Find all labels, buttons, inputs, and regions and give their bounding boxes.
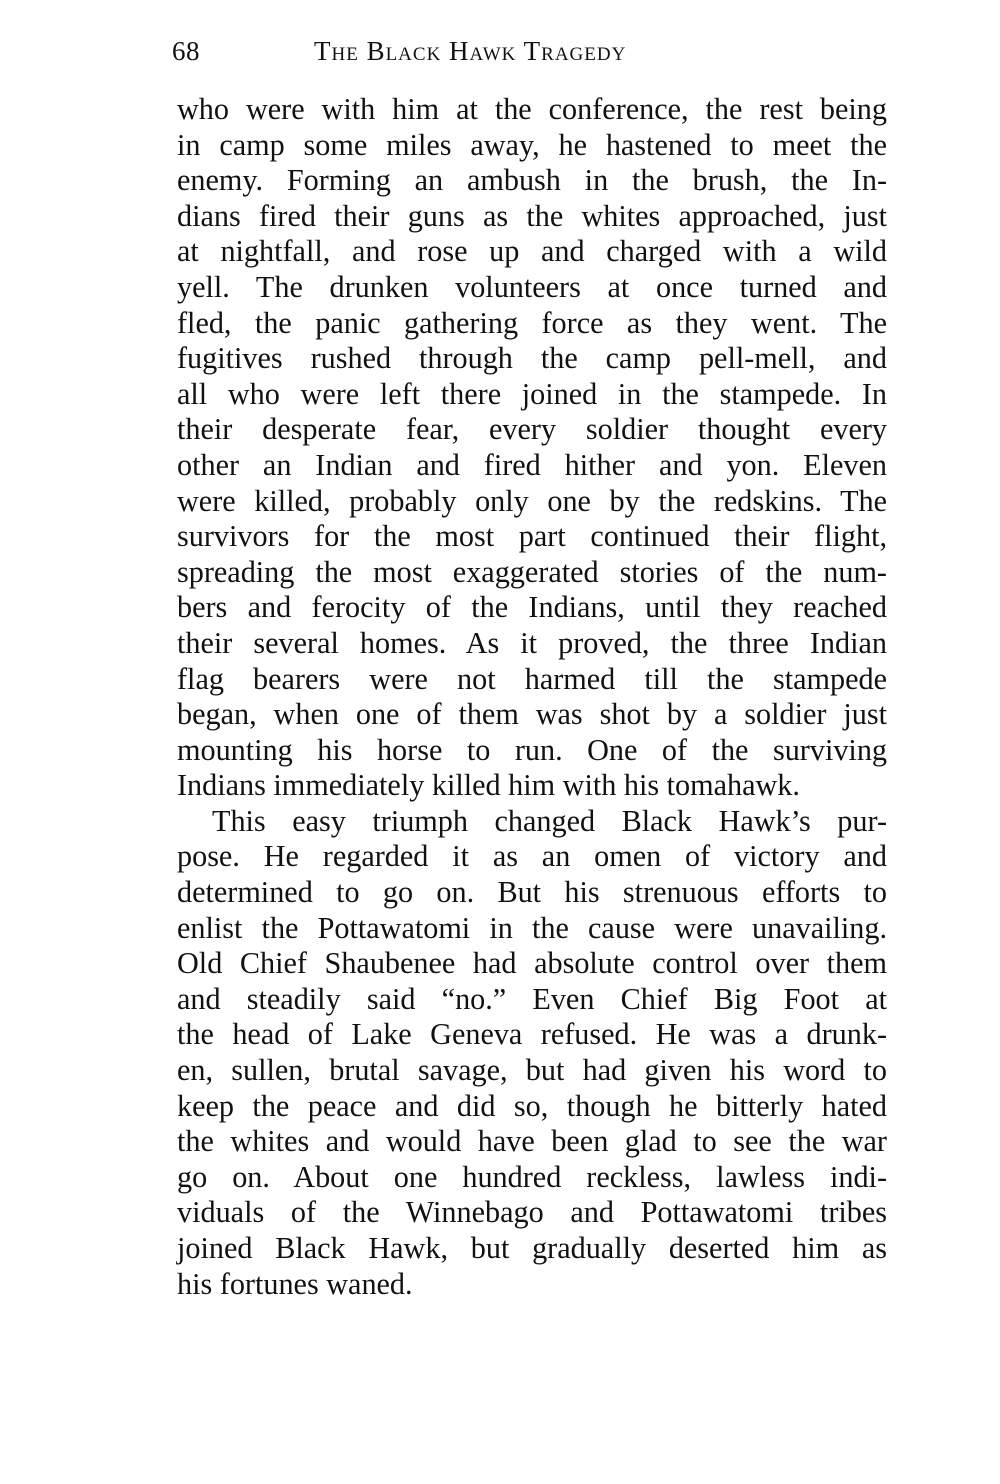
- text-line: the head of Lake Geneva refused. He was a drunk-: [177, 1017, 887, 1052]
- text-line: the whites and would have been glad to see the war: [177, 1124, 887, 1159]
- text-line: pose. He regarded it as an omen of victory and: [177, 839, 887, 874]
- text-line: who were with him at the conference, the rest being: [177, 92, 887, 126]
- text-line: bers and ferocity of the Indians, until they reached: [177, 590, 887, 625]
- text-line: fugitives rushed through the camp pell-mell, and: [177, 341, 887, 376]
- text-line: enlist the Pottawatomi in the cause were unavailing.: [177, 910, 887, 945]
- text-line: This easy triumph changed Black Hawk’s pur-: [212, 803, 887, 838]
- text-line: began, when one of them was shot by a soldier just: [177, 697, 887, 732]
- text-line: enemy. Forming an ambush in the brush, the In-: [177, 163, 887, 198]
- text-line: keep the peace and did so, though he bitterly hated: [177, 1088, 887, 1123]
- text-line: go on. About one hundred reckless, lawless indi-: [177, 1159, 887, 1194]
- paragraph-1: [177, 92, 887, 804]
- text-line: en, sullen, brutal savage, but had given his word to: [177, 1053, 887, 1088]
- text-line: mounting his horse to run. One of the surviving: [177, 732, 887, 767]
- body-text: [177, 92, 887, 1302]
- text-line: spreading the most exaggerated stories of the num-: [177, 554, 887, 589]
- running-head: [172, 36, 886, 76]
- text-line: determined to go on. But his strenuous efforts to: [177, 875, 887, 910]
- page-number: 68: [172, 36, 200, 66]
- text-line: survivors for the most part continued their flight,: [177, 519, 887, 554]
- text-line: Indians immediately killed him with his tomahawk.: [177, 768, 800, 803]
- text-line: and steadily said “no.” Even Chief Big Foot at: [177, 981, 887, 1016]
- book-title: The Black Hawk Tragedy: [314, 36, 627, 66]
- text-line: were killed, probably only one by the redskins. The: [177, 483, 887, 518]
- text-line: at nightfall, and rose up and charged with a wild: [177, 234, 887, 269]
- text-line: all who were left there joined in the stampede. In: [177, 376, 887, 411]
- text-line: fled, the panic gathering force as they went. The: [177, 305, 887, 340]
- text-line: flag bearers were not harmed till the stampede: [177, 661, 887, 696]
- text-line: viduals of the Winnebago and Pottawatomi tribes: [177, 1195, 887, 1230]
- text-line: joined Black Hawk, but gradually deserted him as: [177, 1231, 887, 1265]
- text-line: in camp some miles away, he hastened to meet the: [177, 127, 887, 162]
- text-line: dians fired their guns as the whites approached, just: [177, 198, 887, 233]
- text-line: other an Indian and fired hither and yon. Eleven: [177, 447, 887, 482]
- text-line: their desperate fear, every soldier thought every: [177, 412, 887, 447]
- text-line: his fortunes waned.: [177, 1266, 413, 1301]
- text-line: Old Chief Shaubenee had absolute control over them: [177, 946, 887, 981]
- paragraph-2: [177, 804, 887, 1302]
- text-line: yell. The drunken volunteers at once turned and: [177, 269, 887, 304]
- text-line: their several homes. As it proved, the three Indian: [177, 625, 887, 660]
